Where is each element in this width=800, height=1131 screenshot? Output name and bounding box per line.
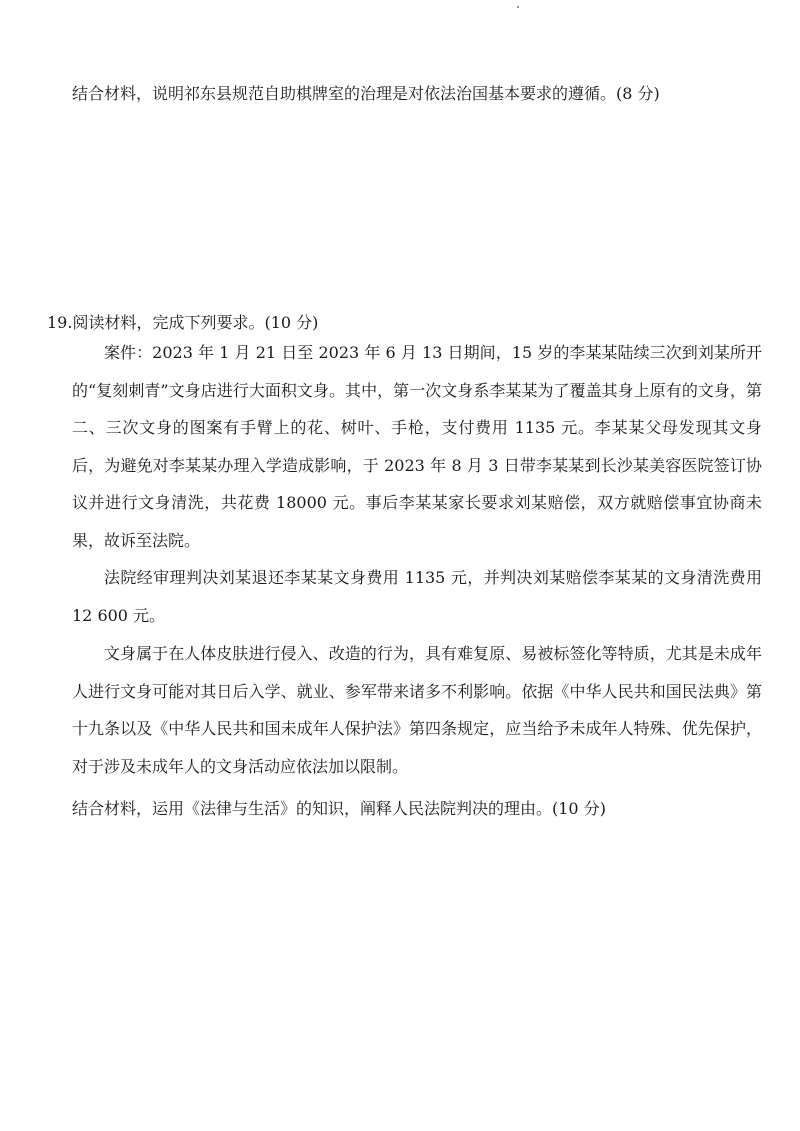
scan-dot [517,6,519,8]
question-19-heading: 19.阅读材料，完成下列要求。(10 分) [47,313,319,332]
legal-basis-paragraph: 文身属于在人体皮肤进行侵入、改造的行为，具有难复原、易被标签化等特质，尤其是未成年人进行文身可能对其日后入学、就业、参军带来诸多不利影响。依据《中华人民共和国民法典》第十九条以及《中华人民共和国未成年人保护法》第四条规定，应当给予未成年人特殊、优先保护，对于涉及未成年人的文身活动应依法加以限制。 [72,644,762,776]
question-19-prompt: 结合材料，运用《法律与生活》的知识，阐释人民法院判决的理由。(10 分) [72,799,606,818]
court-ruling-paragraph: 法院经审理判决刘某退还李某某文身费用 1135 元，并判决刘某赔偿李某某的文身清洗费用 12 600 元。 [72,568,762,625]
question-18-prompt: 结合材料，说明祁东县规范自助棋牌室的治理是对依法治国基本要求的遵循。(8 分) [72,84,660,103]
case-paragraph: 案件：2023 年 1 月 21 日至 2023 年 6 月 13 日期间，15 岁的李某某陆续三次到刘某所开的“复刻刺青”文身店进行大面积文身。其中，第一次文身系李某某为了覆盖其身上原有的文身，第二、三次文身的图案有手臂上的花、树叶、手枪，支付费用 1135 元。李某某父母发现其文身后，为避免对李某某办理入学造成影响，于 2023 年 8 月 3 日带李某某到长沙某美容医院签订协议并进行文身清洗，共花费 18000 元。事后李某某家长要求刘某赔偿，双方就赔偿事宜协商未果，故诉至法院。 [72,343,762,550]
